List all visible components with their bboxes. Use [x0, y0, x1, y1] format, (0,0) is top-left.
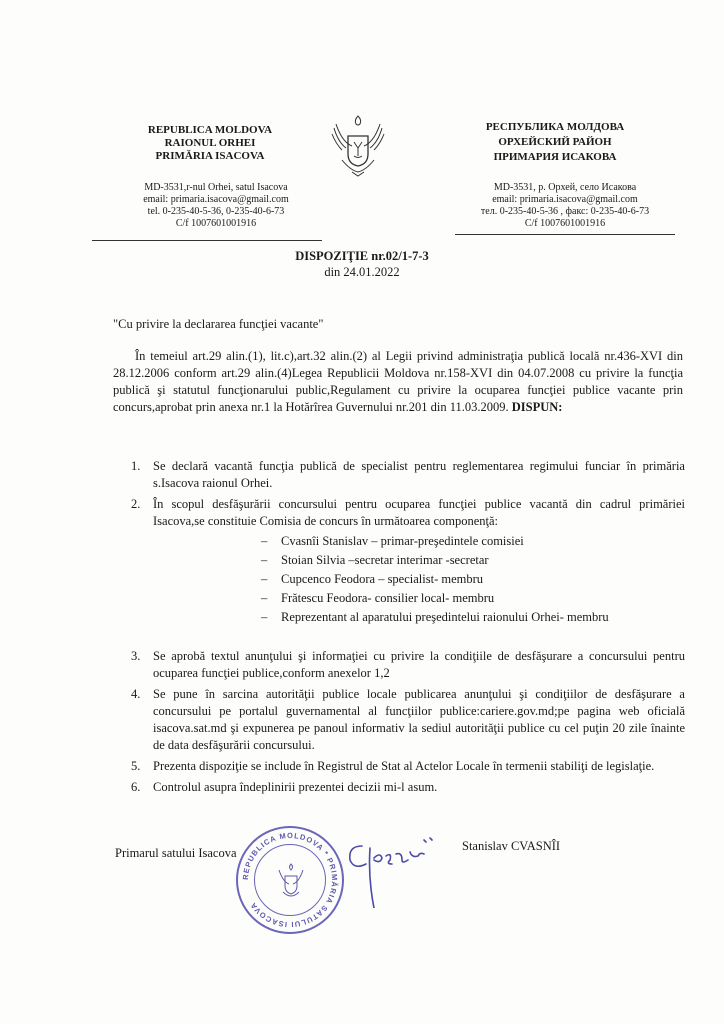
list-item — [113, 758, 685, 775]
header-right-line-2: ОРХЕЙСКИЙ РАЙОН — [498, 136, 612, 148]
header-left-line-1: REPUBLICA MOLDOVA — [147, 124, 273, 136]
list-item-number: 6. — [131, 780, 141, 794]
subject-line: "Cu privire la declararea funcţiei vacante" — [113, 317, 324, 331]
commission-member: – Stoian Silvia –secretar interimar -secretar — [261, 552, 685, 569]
address-left-line: email: primaria.isacova@gmail.com — [143, 194, 289, 205]
coat-of-arms-icon — [328, 110, 388, 178]
signatory-name: Stanislav CVASNÎI — [462, 839, 561, 853]
list-item-number: 2. — [131, 497, 141, 511]
disposition-date: din 24.01.2022 — [324, 265, 400, 279]
commission-member: – Cupcenco Feodora – specialist- membru — [261, 571, 685, 588]
list-item-text: Controlul asupra îndeplinirii prezentei decizii mi-l asum. — [153, 780, 438, 794]
address-right-line: C/f 1007601001916 — [524, 218, 606, 229]
list-item — [113, 648, 685, 682]
commission-member: – Frătescu Feodora- consilier local- membru — [261, 590, 685, 607]
address-right — [455, 182, 675, 230]
list-item — [113, 496, 685, 626]
header-left-line-3: PRIMĂRIA ISACOVA — [155, 150, 265, 162]
decision-list-bottom — [113, 648, 685, 800]
list-item-text: Se aprobă textul anunţului şi informaţiei cu privire la condiţiile de desfăşurare a concursului pentru ocuparea funcţiei publice,conform anexelor 1,2 — [153, 649, 685, 680]
list-item-text: Se pune în sarcina autorităţii publice locale publicarea anunţului şi condiţiilor de desfăşurare a concursului pe portalul guvernamental al funcţiilor publice:cariere.gov.md;pe pagina web oficială isacova.sat.md şi expunerea pe panoul informativ la sediul autorităţii publice cu cel puţin 20 zile înainte de data desfăşurării concursului. — [153, 687, 685, 752]
signatory-role: Primarul satului Isacova — [115, 846, 237, 860]
address-left-line: tel. 0-235-40-5-36, 0-235-40-6-73 — [147, 206, 285, 217]
address-left — [96, 182, 336, 230]
list-item-number: 1. — [131, 459, 141, 473]
handwritten-signature — [332, 818, 442, 908]
header-left-line-2: RAIONUL ORHEI — [164, 137, 256, 149]
official-seal — [236, 826, 344, 934]
seal-text-ring — [238, 828, 342, 932]
address-left-line: C/f 1007601001916 — [175, 218, 257, 229]
svg-text:REPUBLICA MOLDOVA * PRIMĂRIA S — [241, 831, 339, 929]
preamble-paragraph — [113, 348, 683, 416]
list-item-text: În scopul desfăşurării concursului pentru ocuparea funcţiei publice vacantă din cadrul primăriei Isacova,se constituie Comisia de concurs în următoarea componenţă: — [153, 497, 685, 528]
header-right-line-1: РЕСПУБЛИКА МОЛДОВА — [485, 121, 625, 133]
list-item-number: 5. — [131, 759, 141, 773]
list-item-number: 4. — [131, 687, 141, 701]
header-divider — [455, 234, 675, 235]
commission-member: – Reprezentant al aparatului preşedintelui raionului Orhei- membru — [261, 609, 685, 626]
header-right-line-3: ПРИМАРИЯ ИСАКОВА — [493, 151, 617, 163]
list-item — [113, 779, 685, 796]
list-item-text: Se declară vacantă funcţia publică de specialist pentru reglementarea regimului funciar în primăria s.Isacova raionul Orhei. — [153, 459, 685, 490]
address-left-line: MD-3531,r-nul Orhei, satul Isacova — [144, 182, 288, 193]
decision-list-top — [113, 458, 685, 630]
list-item — [113, 458, 685, 492]
header-right — [455, 120, 655, 165]
header-divider — [92, 240, 322, 241]
address-right-line: MD-3531, р. Орхей, село Исакова — [493, 182, 637, 193]
commission-member: – Cvasnîi Stanislav – primar-preşedintele comisiei — [261, 533, 685, 550]
header-left — [110, 124, 310, 163]
disposition-number: DISPOZIŢIE nr.02/1-7-3 — [295, 249, 429, 263]
list-item-number: 3. — [131, 649, 141, 663]
commission-list — [153, 533, 685, 626]
address-right-line: тел. 0-235-40-5-36 , факс: 0-235-40-6-73 — [480, 206, 650, 217]
document-title — [0, 248, 724, 280]
dispun-keyword: DISPUN: — [511, 400, 563, 414]
preamble-text: În temeiul art.29 alin.(1), lit.c),art.32 alin.(2) al Legii privind administraţia publică locală nr.436-XVI din 28.12.2006 conform art.29 alin.(4)Legea Republicii Moldova nr.158-XVI din 04.07.2008 cu privire la funcţia publică şi statutul funcţionarului public,Regulament cu privire la ocuparea funcţiei publice vacante prin concurs,aprobat prin anexa nr.1 la Hotărîrea Guvernului nr.201 din 11.03.2009. — [113, 349, 683, 414]
list-item — [113, 686, 685, 754]
seal-text: REPUBLICA MOLDOVA * PRIMĂRIA SATULUI ISACOVA — [240, 830, 340, 930]
address-right-line: email: primaria.isacova@gmail.com — [492, 194, 638, 205]
list-item-text: Prezenta dispoziţie se include în Registrul de Stat al Actelor Locale în termenii stabiliţi de legislaţie. — [153, 759, 655, 773]
